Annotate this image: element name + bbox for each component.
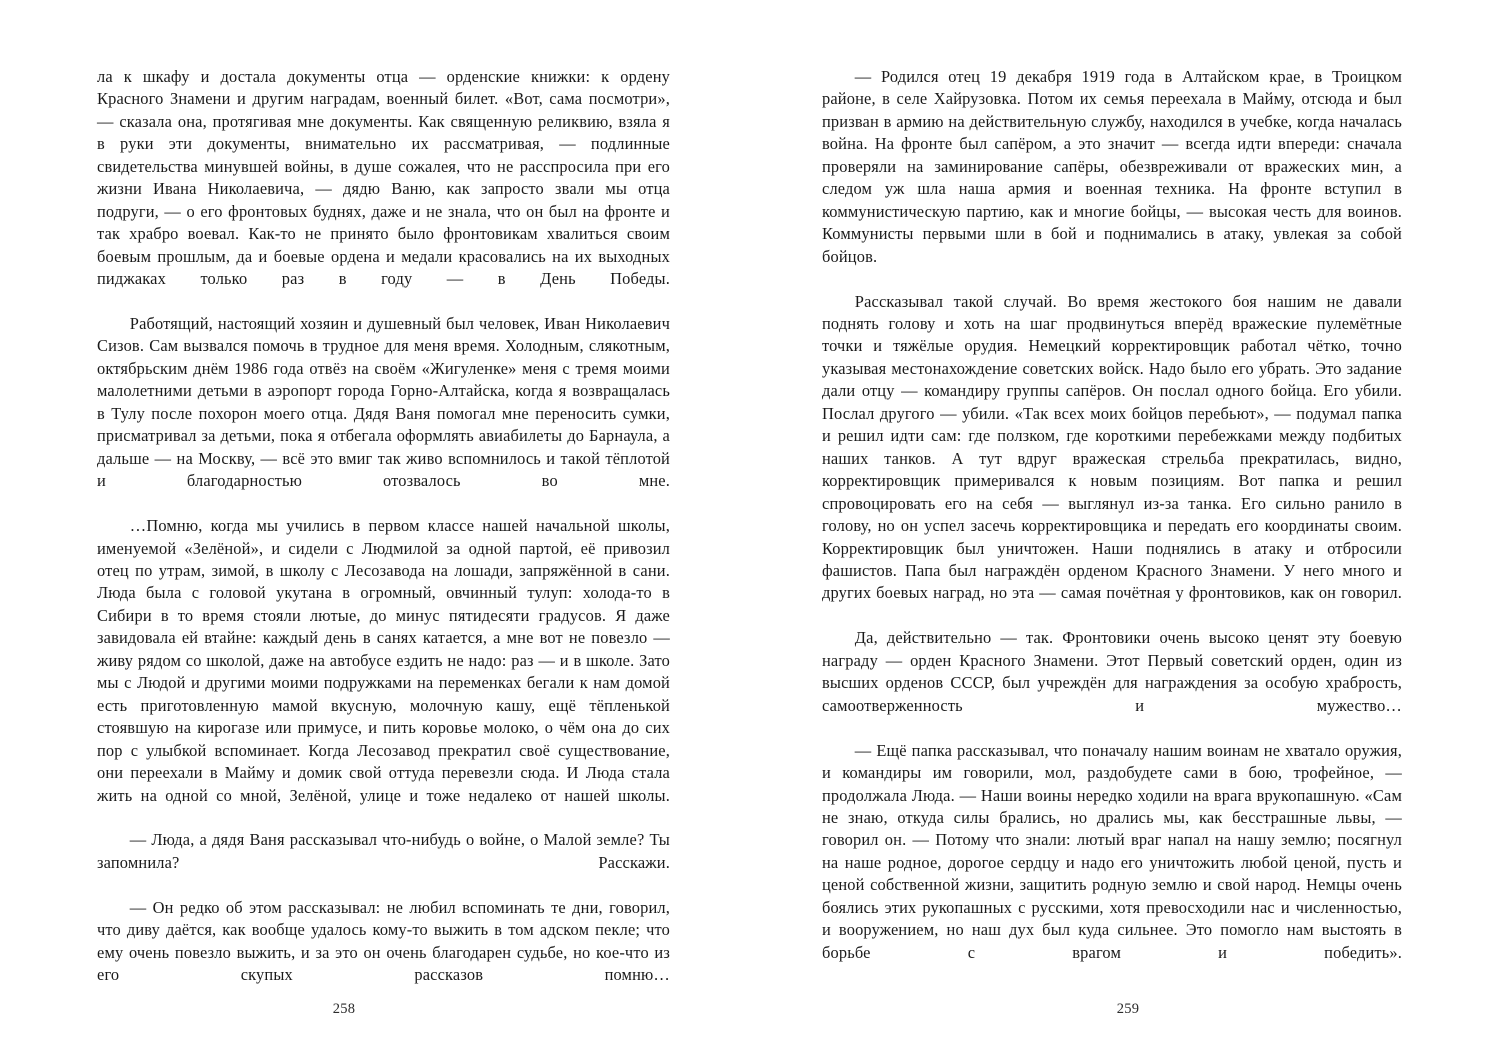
paragraph: — Люда, а дядя Ваня рассказывал что-нибудь о войне, о Малой земле? Ты запомнила? Расскажи. — [97, 830, 670, 872]
paragraph: ла к шкафу и достала документы отца — орденские книжки: к ордену Красного Знамени и другим наградам, военный билет. «Вот, сама посмотри», — сказала она, протягивая мне документы. Как священную реликвию, взяла я в руки эти документы, внимательно их рассматривая, — подлинные свидетельства минувшей войны, в душе сожалея, что не расспросила при его жизни Ивана Николаевича, — дядю Ваню, как запросто звали мы отца подруги, — о его фронтовых буднях, даже и не знала, что он был на фронте и так храбро воевал. Как-то не принято было фронтовикам хвалиться своим боевым прошлым, да и боевые ордена и медали красовались на их выходных пиджаках только раз в году — в День Победы. — [97, 67, 670, 289]
page-right — [746, 0, 1492, 1058]
page-left-textblock — [97, 66, 670, 1009]
paragraph: — Родился отец 19 декабря 1919 года в Алтайском крае, в Троицком районе, в селе Хайрузовка. Потом их семья переехала в Майму, отсюда и был призван в армию на действительную службу, находился в учебке, когда началась война. На фронте был сапёром, а это значит — всегда идти впереди: сначала проверяли на заминирование сапёры, обезвреживали от вражеских мин, а следом уж шла наша армия и военная техника. На фронте вступил в коммунистическую партию, как и многие бойцы, — высокая честь для воинов. Коммунисты первыми шли в бой и поднимались в атаку, увлекая за собой бойцов. — [822, 67, 1402, 266]
paragraph: Рассказывал такой случай. Во время жестокого боя нашим не давали поднять голову и хоть на шаг продвинуться вперёд вражеские пулемётные точки и тяжёлые орудия. Немецкий корректировщик работал чётко, точно указывая местонахождение советских войск. Надо было его убрать. Это задание дали отцу — командиру группы сапёров. Он послал одного бойца. Его убили. Послал другого — убили. «Так всех моих бойцов перебьют», — подумал папка и решил идти сам: где ползком, где короткими перебежками между подбитых наших танков. А тут вдруг вражеская стрельба прекратилась, видно, корректировщик примеривался к новым позициям. Вот папка и решил спровоцировать его на себя — выглянул из-за танка. Его сильно ранило в голову, но он успел засечь корректировщика и передать его координаты своим. Корректировщик был уничтожен. Наши поднялись в атаку и отбросили фашистов. Папа был награждён орденом Красного Знамени. У него много и других боевых наград, но эта — самая почётная у фронтовиков, как он говорил. — [822, 291, 1402, 603]
paragraph: — Ещё папка рассказывал, что поначалу нашим воинам не хватало оружия, и командиры им говорили, мол, раздобудете сами в бою, трофейное, — продолжала Люда. — Наши воины нередко ходили на врага врукопашную. «Сам не знаю, откуда силы брались, но дрались мы, как бесстрашные львы, — говорил он. — Потому что знали: лютый враг напал на нашу землю; посягнул на наше родное, дорогое сердцу и надо его уничтожить любой ценой, пусть и ценой собственной жизни, защитить родную землю и свой народ. Немцы очень боялись этих рукопашных с русскими, хотя превосходили нас и численностью, и вооружением, но наш дух был куда сильнее. Это помогло нам выстоять в борьбе с врагом и победить». — [822, 740, 1402, 962]
paragraph: …Помню, когда мы учились в первом классе нашей начальной школы, именуемой «Зелёной», и сидели с Людмилой за одной партой, её привозил отец по утрам, зимой, в школу с Лесозавода на лошади, запряжённой в сани. Люда была с головой укутана в огромный, овчинный тулуп: холода-то в Сибири в то время стояли лютые, до минус пятидесяти градусов. Я даже завидовала ей втайне: каждый день в санях катается, а мне вот не повезло — живу рядом со школой, даже на автобусе ездить не надо: раз — и в школе. Зато мы с Людой и другими моими подружками на переменках бегали к нам домой есть приготовленную мамой вкусную, молочную кашу, ещё тёпленькой стоявшую на кирогазе или примусе, и пить коровье молоко, о чём она до сих пор с улыбкой вспоминает. Когда Лесозавод прекратил своё существование, они переехали в Майму и домик свой оттуда перевезли сюда. И Люда стала жить на одной со мной, Зелёной, улице и тоже недалеко от нашей школы. — [97, 516, 670, 805]
page-number-right: 259 — [1116, 1000, 1140, 1017]
paragraph: Да, действительно — так. Фронтовики очень высоко ценят эту боевую награду — орден Красного Знамени. Этот Первый советский орден, один из высших орденов СССР, был учреждён для награждения за особую храбрость, самоотверженность и мужество… — [822, 628, 1402, 715]
paragraph: — Он редко об этом рассказывал: не любил вспоминать те дни, говорил, что диву даётся, как вообще удалось кому-то выжить в том адском пекле; что ему очень повезло выжить, и за это он очень благодарен судьбе, но кое-что из его скупых рассказов помню… — [97, 897, 670, 985]
paragraph: Работящий, настоящий хозяин и душевный был человек, Иван Николаевич Сизов. Сам вызвался помочь в трудное для меня время. Холодным, слякотным, октябрьским днём 1986 года отвёз на своём «Жигуленке» меня с тремя моими малолетними детьми в аэропорт города Горно-Алтайска, когда я возвращалась в Тулу после похорон моего отца. Дядя Ваня помогал мне переносить сумки, присматривал за детьми, пока я отбегала оформлять авиабилеты до Барнаула, а дальше — на Москву, — всё это вмиг так живо вспомнилось и такой тёплотой и благодарностью отозвалось во мне. — [97, 313, 670, 491]
page-number-left: 258 — [332, 1000, 356, 1017]
page-right-textblock — [822, 66, 1402, 987]
